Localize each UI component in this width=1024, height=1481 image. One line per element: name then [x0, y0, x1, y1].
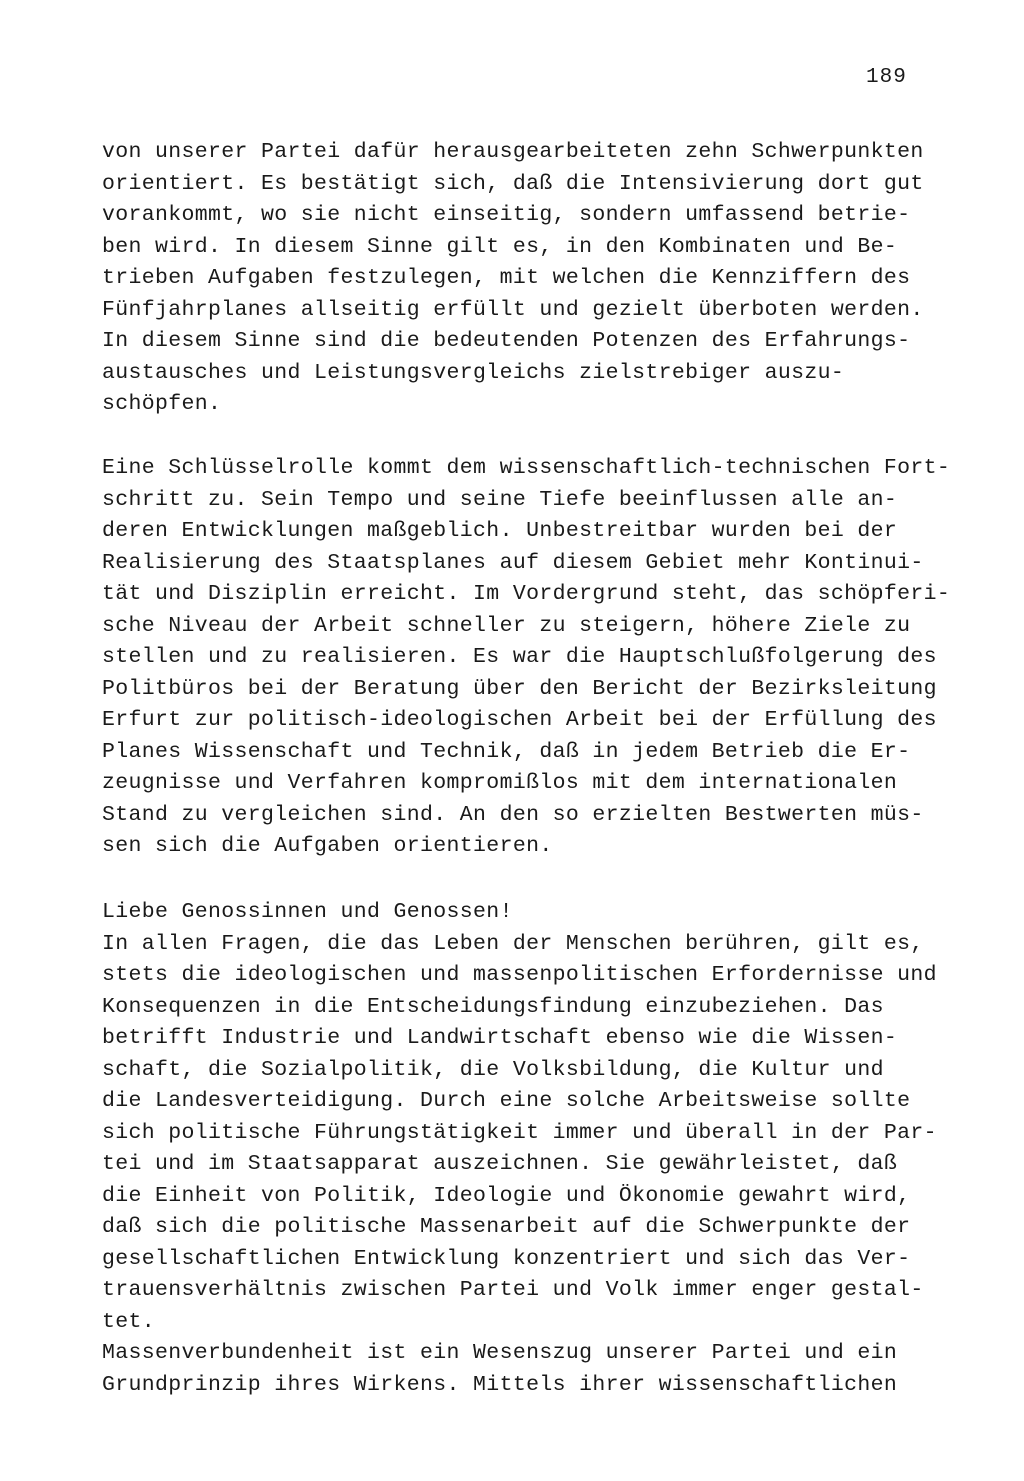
text-line: tei und im Staatsapparat auszeichnen. Sie gewährleistet, daß — [102, 1152, 898, 1176]
text-line: Massenverbundenheit ist ein Wesenszug unserer Partei und ein — [102, 1341, 898, 1365]
text-line: trieben Aufgaben festzulegen, mit welchen die Kennziffern des — [102, 266, 911, 290]
text-line: schritt zu. Sein Tempo und seine Tiefe beeinflussen alle an- — [102, 487, 898, 512]
text-line: ben wird. In diesem Sinne gilt es, in den Kombinaten und Be- — [102, 234, 898, 259]
text-line: orientiert. Es bestätigt sich, daß die Intensivierung dort gut — [102, 171, 924, 196]
text-line: Politbüros bei der Beratung über den Bericht der Bezirksleitung — [102, 676, 937, 701]
text-line: Erfurt zur politisch-ideologischen Arbeit bei der Erfüllung des — [102, 708, 937, 732]
text-line: sche Niveau der Arbeit schneller zu steigern, höhere Ziele zu — [102, 613, 911, 638]
text-line: gesellschaftlichen Entwicklung konzentriert und sich das Ver- — [102, 1246, 911, 1271]
text-line: sich politische Führungstätigkeit immer und überall in der Par- — [102, 1120, 937, 1145]
page-number: 189 — [866, 66, 907, 89]
text-line: In allen Fragen, die das Leben der Menschen berühren, gilt es, — [102, 931, 924, 956]
text-line: trauensverhältnis zwischen Partei und Volk immer enger gestal- — [102, 1278, 924, 1302]
text-line: deren Entwicklungen maßgeblich. Unbestreitbar wurden bei der — [102, 519, 898, 543]
text-line: Planes Wissenschaft und Technik, daß in jedem Betrieb die Er- — [102, 739, 911, 764]
text-line: Fünfjahrplanes allseitig erfüllt und gezielt überboten werden. — [102, 297, 924, 322]
paragraph-wissenschaft-technik — [102, 453, 962, 863]
text-line: stellen und zu realisieren. Es war die Hauptschlußfolgerung des — [102, 645, 937, 669]
text-line: tät und Disziplin erreicht. Im Vordergrund steht, das schöpferi- — [102, 582, 951, 606]
text-line: daß sich die politische Massenarbeit auf die Schwerpunkte der — [102, 1215, 911, 1239]
text-line: von unserer Partei dafür herausgearbeiteten zehn Schwerpunkten — [102, 140, 924, 164]
text-line: Liebe Genossinnen und Genossen! — [102, 900, 513, 924]
text-line: schaft, die Sozialpolitik, die Volksbildung, die Kultur und — [102, 1057, 884, 1082]
text-line: betrifft Industrie und Landwirtschaft ebenso wie die Wissen- — [102, 1026, 898, 1050]
text-line: tet. — [102, 1309, 156, 1334]
text-line: In diesem Sinne sind die bedeutenden Potenzen des Erfahrungs- — [102, 329, 911, 353]
text-line: schöpfen. — [102, 392, 222, 416]
paragraph-genossinnen — [102, 897, 962, 1401]
text-line: die Landesverteidigung. Durch eine solche Arbeitsweise sollte — [102, 1089, 911, 1113]
text-line: sen sich die Aufgaben orientieren. — [102, 834, 553, 858]
paragraph-intensivierung — [102, 137, 962, 421]
text-line: Eine Schlüsselrolle kommt dem wissenschaftlich-technischen Fort- — [102, 456, 951, 480]
text-line: Grundprinzip ihres Wirkens. Mittels ihrer wissenschaftlichen — [102, 1372, 898, 1397]
text-line: die Einheit von Politik, Ideologie und Ökonomie gewahrt wird, — [102, 1183, 911, 1208]
text-line: Realisierung des Staatsplanes auf diesem Gebiet mehr Kontinui- — [102, 550, 924, 575]
text-line: zeugnisse und Verfahren kompromißlos mit dem internationalen — [102, 771, 898, 795]
text-line: stets die ideologischen und massenpolitischen Erfordernisse und — [102, 963, 937, 987]
text-line: austausches und Leistungsvergleichs zielstrebiger auszu- — [102, 360, 845, 385]
text-line: Konsequenzen in die Entscheidungsfindung einzubeziehen. Das — [102, 994, 884, 1019]
text-line: Stand zu vergleichen sind. An den so erzielten Bestwerten müs- — [102, 802, 924, 827]
text-line: vorankommt, wo sie nicht einseitig, sondern umfassend betrie- — [102, 203, 911, 227]
